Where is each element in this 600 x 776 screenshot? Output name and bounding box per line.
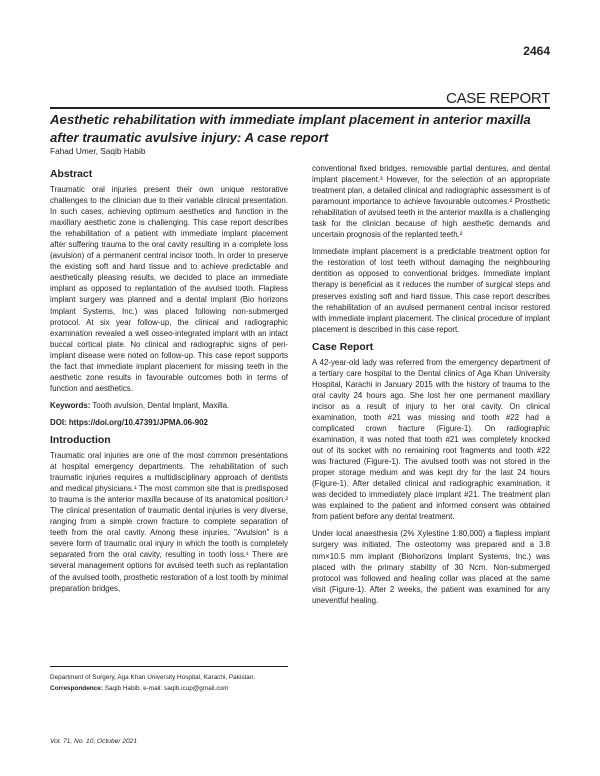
case-report-paragraph-1: A 42-year-old lady was referred from the emergency department of a tertiary care hospital to the Dental clinics of Aga Khan University Hospital, Karachi in January 2015 with the history of trauma to the oral cavity 24 hours ago. She lost her one permanent maxillary incisor as a result of injury to her oral cavity. On clinical examination, tooth #21 was missing and tooth #22 had a complicated crown fracture (Figure-1). On radiographic examination, it was noted that tooth #21 was completely knocked out of its socket with no remaining root fragments and tooth #22 was fractured (Figure-1). The avulsed tooth was not stored in the proper storage medium and was kept dry for the last 24 hours (Figure-1). After detailed clinical and radiographic examination, it was decided to immediately place implant #21. The treatment plan was explained to the patient and informed consent was obtained from patient before any dental treatment. bbox=[312, 357, 550, 522]
author-list: Fahad Umer, Saqib Habib bbox=[50, 146, 146, 156]
header-rule bbox=[50, 107, 550, 109]
page-number: 2464 bbox=[523, 44, 550, 58]
introduction-heading: Introduction bbox=[50, 434, 111, 446]
correspondence-text: Saqib Habib. e-mail: saqib.icup@gmail.com bbox=[102, 685, 229, 693]
doi-link[interactable]: DOI: https://doi.org/10.47391/JPMA.06-902 bbox=[50, 417, 208, 427]
section-label: CASE REPORT bbox=[446, 90, 550, 107]
correspondence-footnote bbox=[50, 683, 290, 694]
introduction-paragraph-1-continued: conventional fixed bridges, removable partial dentures, and dental implant placement.³ However, for the selection of an appropriate treatment plan, a detailed clinical and radiographic assessment is of paramount importance to achieve favourable outcomes.² Prosthetic rehabilitation of avulsed teeth in the anterior maxilla is a challenging task for the clinician because of high aesthetic demands and uncertain prognosis of the replanted teeth.² bbox=[312, 164, 550, 240]
correspondence-label: Correspondence: bbox=[50, 685, 103, 693]
introduction-paragraph-1: Traumatic oral injuries are one of the most common presentations at hospital emergency departments. The rehabilitation of such traumatic injuries requires a multidisciplinary approach of dentists and medical physicians.¹ The most common site that is predisposed to trauma is the anterior maxilla because of its anatomical position.² The clinical presentation of traumatic dental injuries is very diverse, ranging from a simple crown fracture to complete separation of teeth from the oral cavity. Among these injuries, "Avulsion" is a severe form of traumatic oral injury in which the tooth is completely separated from the oral cavity, resulting in tooth loss.¹ There are several management options for avulsed teeth such as replantation of the avulsed tooth, prosthetic restoration of a lost tooth by minimal preparation bridges, bbox=[50, 450, 288, 593]
keywords bbox=[50, 400, 288, 411]
keywords-label: Keywords: bbox=[50, 400, 91, 410]
footnote-rule bbox=[50, 666, 288, 667]
left-column bbox=[50, 162, 288, 600]
article-title: Aesthetic rehabilitation with immediate implant placement in anterior maxilla after traumatic avulsive injury: A case report bbox=[50, 112, 531, 145]
keywords-text: Tooth avulsion, Dental Implant, Maxilla. bbox=[90, 400, 230, 410]
right-column bbox=[312, 162, 550, 612]
abstract-heading: Abstract bbox=[50, 169, 93, 180]
case-report-heading: Case Report bbox=[312, 341, 374, 353]
footnotes bbox=[50, 672, 290, 695]
case-report-paragraph-2: Under local anaesthesia (2% Xylestine 1:80,000) a flapless implant surgery was initiated. The osteotomy was prepared and a 3.8 mm×10.5 mm implant (Biohorizons Implant Systems, Inc.) was placed with the primary stability of 30 Ncm. Non-submerged protocol was followed and healing collar was placed at the same visit (Figure-1). After 2 weeks, the patient was examined for any uneventful healing. bbox=[312, 529, 550, 605]
journal-footer: Vol. 71, No. 10, October 2021 bbox=[50, 738, 137, 745]
abstract-text: Traumatic oral injuries present their own unique restorative challenges to the clinician due to their variable clinical presentation. In such cases, achieving optimum aesthetics and function in the maxillary aesthetic zone is challenging. This case report describes the rehabilitation of a patient with immediate implant placement after suffering trauma to the oral cavity resulting in a complete loss (avulsion) of a permanent central incisor tooth. In order to preserve the existing soft and hard tissue and to achieve predictable and aesthetically pleasing results, we decided to place an immediate implant as opposed to replantation of the avulsed tooth. Flapless implant surgery was planned and a dental implant (Bio horizons Implant Systems, Inc.) was placed following non-submerged protocol. At six year follow-up, the clinical and radiographic examination revealed a well osseo-integrated implant with an intact buccal cortical plate. No clinical and radiographic signs of peri-implant disease were noted on follow-up. This case report supports the fact that immediate implant placement for missing teeth in the aesthetic zone results in favourable outcomes both in terms of function and aesthetics. bbox=[50, 185, 288, 393]
introduction-paragraph-2: Immediate implant placement is a predictable treatment option for the restoration of lost teeth without damaging the neighbouring dentition as opposed to conventional bridges. Immediate implant therapy is beneficial as it reduces the number of surgical steps and preserves existing soft and hard tissue. This case report describes the rehabilitation of an avulsed permanent central incisor restored with immediate implant placement. The clinical procedure of implant placement is described in this case report. bbox=[312, 247, 550, 334]
affiliation-footnote: Department of Surgery, Aga Khan University Hospital, Karachi, Pakistan. bbox=[50, 674, 256, 681]
